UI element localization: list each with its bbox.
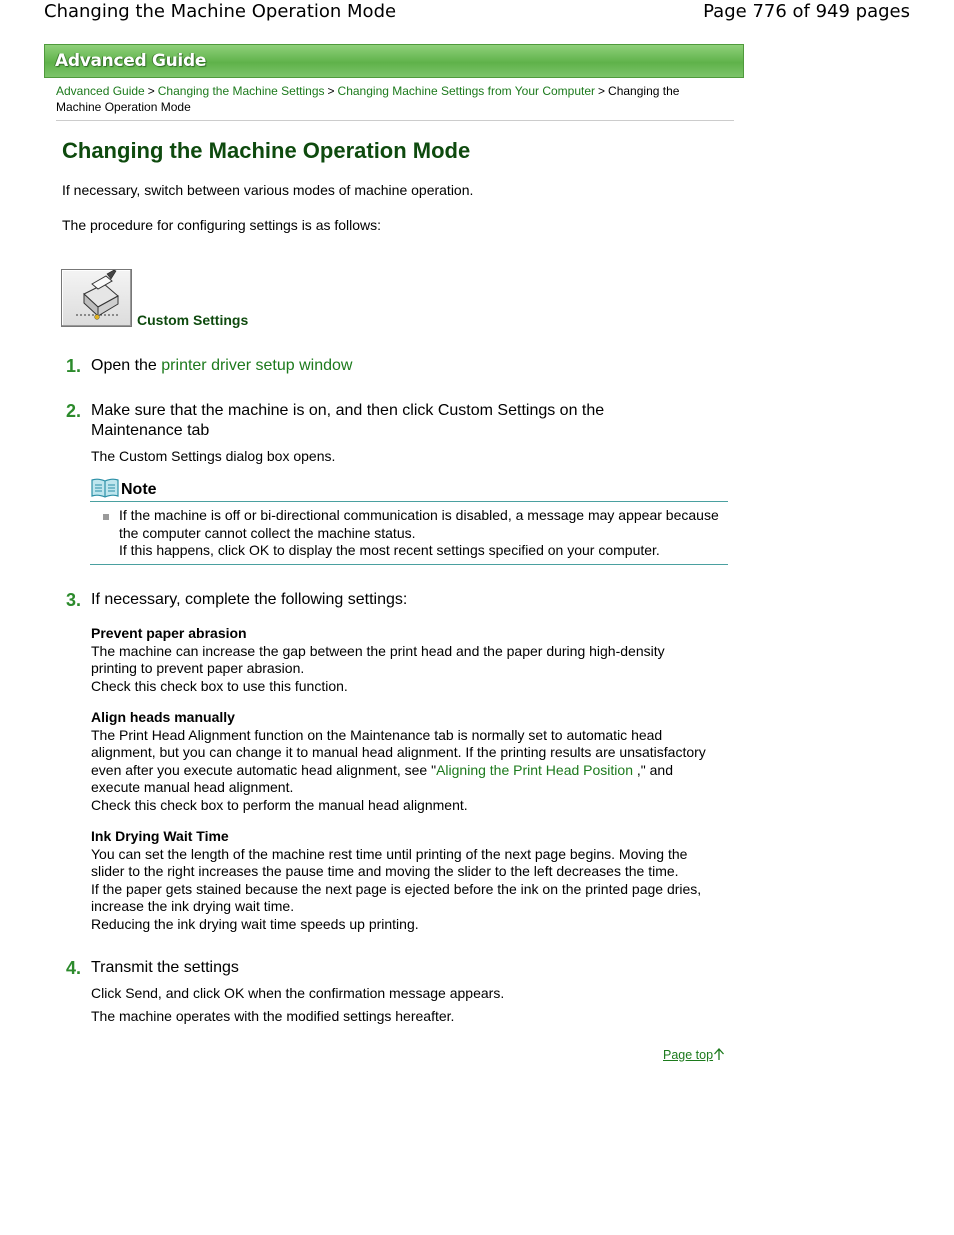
- document-title: Changing the Machine Operation Mode: [44, 1, 397, 22]
- step-1-text: [91, 356, 711, 376]
- breadcrumb-separator: >: [327, 84, 335, 98]
- aligning-print-head-link[interactable]: Aligning the Print Head Position: [436, 761, 633, 778]
- setting-text-after-link: ," and execute manual head alignment.: [91, 761, 673, 795]
- step-4-detail: Click Send, and click OK when the confirmation message appears.: [91, 985, 505, 1001]
- custom-settings-label: Custom Settings: [137, 312, 249, 328]
- setting-description: Check this check box to perform the manual head alignment.: [91, 796, 468, 813]
- setting-prevent-paper-abrasion: [91, 625, 691, 695]
- setting-description: You can set the length of the machine rest time until printing of the next page begins. Moving the slider to the right increases the pause time and moving the slider to the left decreases the time.: [91, 845, 688, 879]
- setting-description: The machine can increase the gap between the print head and the paper during high-density printing to prevent paper abrasion.: [91, 642, 665, 676]
- setting-text-before-link: The Print Head Alignment function on the Maintenance tab is normally set to automatic head alignment, but you can change it to manual head alignment. If the printing results are unsatisfactory even after you execute automatic head alignment, see ": [91, 726, 706, 778]
- note-line: If this happens, click OK to display the most recent settings specified on your computer.: [119, 542, 660, 558]
- step-number: 1.: [66, 356, 82, 376]
- step-2-detail: The Custom Settings dialog box opens.: [91, 448, 336, 464]
- intro-procedure: The procedure for configuring settings is as follows:: [62, 217, 382, 233]
- setting-heading: Ink Drying Wait Time: [91, 828, 229, 844]
- setting-description: Check this check box to use this function.: [91, 677, 348, 694]
- page-top-label: Page top: [663, 1048, 714, 1062]
- step-3-text: If necessary, complete the following settings:: [91, 591, 408, 608]
- breadcrumb: [56, 83, 726, 115]
- setting-align-heads-manually: [91, 709, 719, 814]
- setting-description: [91, 727, 719, 797]
- banner-label: Advanced Guide: [55, 51, 207, 71]
- advanced-guide-banner: [44, 44, 744, 78]
- printer-settings-icon: [61, 269, 132, 327]
- printer-driver-setup-link[interactable]: printer driver setup window: [161, 357, 353, 374]
- breadcrumb-separator: >: [598, 84, 606, 98]
- breadcrumb-current: Changing the Machine Operation Mode: [56, 84, 680, 114]
- intro-text: If necessary, switch between various modes of machine operation.: [62, 182, 474, 198]
- book-icon: [91, 477, 119, 499]
- step-1-prefix: Open the: [91, 357, 162, 374]
- step-number: 4.: [66, 958, 82, 978]
- step-4-text: Transmit the settings: [91, 959, 239, 976]
- arrow-up-icon: [713, 1048, 725, 1061]
- breadcrumb-separator: >: [147, 84, 155, 98]
- breadcrumb-link-advanced-guide[interactable]: Advanced Guide: [56, 84, 145, 98]
- note-header: [90, 476, 728, 502]
- setting-ink-drying-wait-time: [91, 828, 719, 933]
- note-text: [119, 507, 719, 560]
- step-4-detail: The machine operates with the modified settings hereafter.: [91, 1008, 455, 1024]
- setting-description: Reducing the ink drying wait time speeds up printing.: [91, 915, 419, 932]
- breadcrumb-link-settings-from-computer[interactable]: Changing Machine Settings from Your Computer: [337, 84, 596, 98]
- setting-heading: Align heads manually: [91, 709, 235, 725]
- step-number: 3.: [66, 590, 82, 610]
- note-line: If the machine is off or bi-directional communication is disabled, a message may appear because the computer cannot collect the machine status.: [119, 507, 719, 541]
- note-label: Note: [121, 481, 157, 498]
- step-number: 2.: [66, 401, 82, 421]
- step-2-text: Make sure that the machine is on, and then click Custom Settings on the Maintenance tab: [91, 402, 605, 439]
- bullet-icon: [103, 514, 109, 520]
- page-top-link[interactable]: [663, 1048, 725, 1062]
- page-number: Page 776 of 949 pages: [703, 1, 910, 22]
- setting-description: If the paper gets stained because the next page is ejected before the ink on the printed page dries, increase the ink drying wait time.: [91, 880, 702, 914]
- page-title: Changing the Machine Operation Mode: [62, 138, 471, 163]
- header-divider: [56, 120, 734, 121]
- note-box: [90, 476, 728, 565]
- setting-heading: Prevent paper abrasion: [91, 625, 247, 641]
- breadcrumb-link-machine-settings[interactable]: Changing the Machine Settings: [157, 84, 325, 98]
- page-header: [0, 0, 954, 26]
